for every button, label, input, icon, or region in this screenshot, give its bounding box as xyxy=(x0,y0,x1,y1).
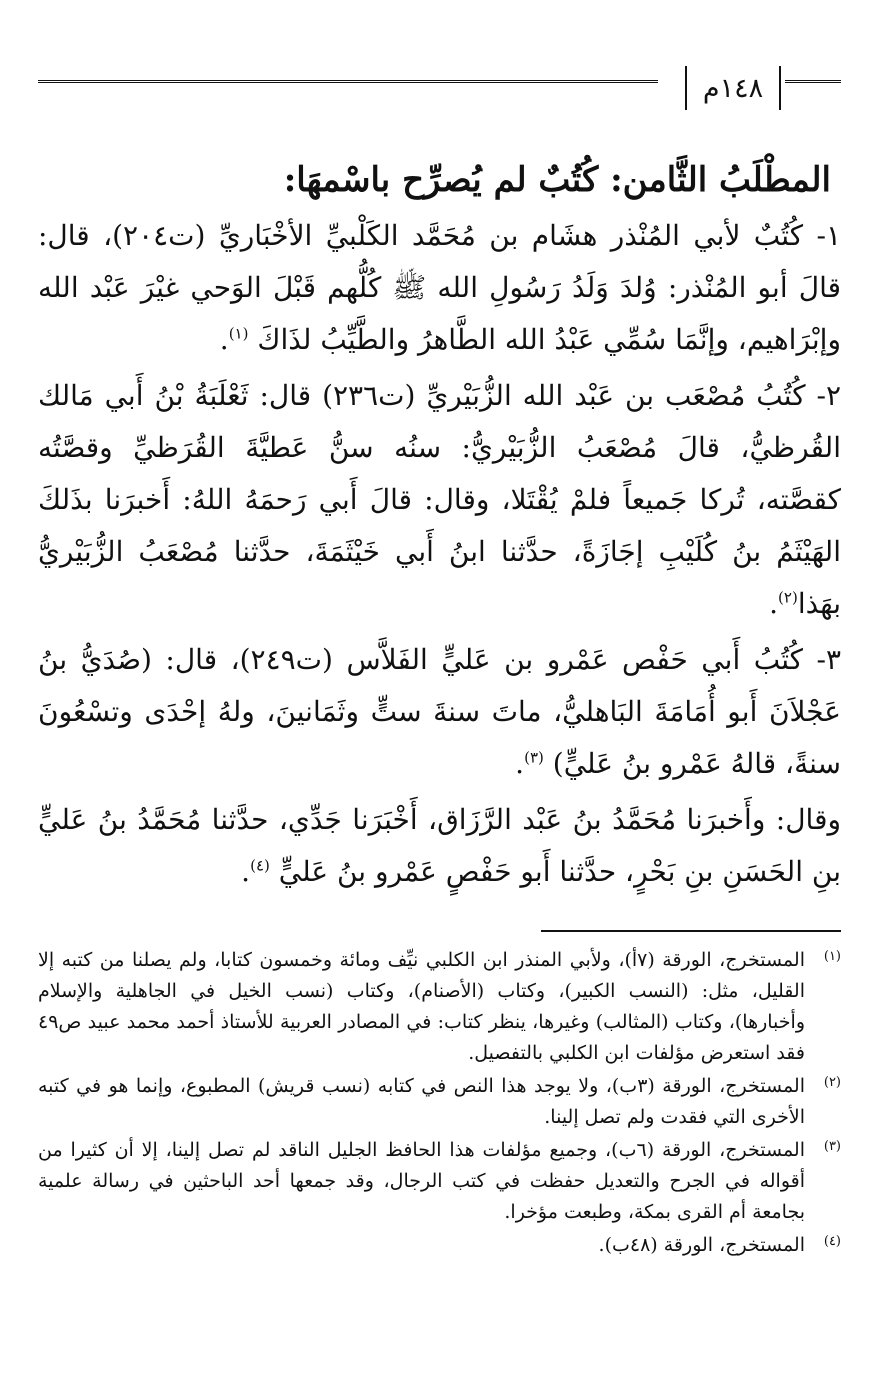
paragraph xyxy=(38,794,841,898)
footnote xyxy=(38,945,841,1069)
footnote-mark: (٢) xyxy=(823,1075,841,1090)
item-text: كُتُبٌ لأبي المُنْذر هشَام بن مُحَمَّد الكَلْبيِّ الأخْبَاريِّ (ت٢٠٤)، قال: قالَ أبو المُنْذر: وُلدَ وَلَدُ رَسُولِ الله ﷺ كُلُّهم قَبْلَ الوَحي غيْرَ عَبْد الله وإبْرَاهيم، وإنَّمَا سُمِّي عَبْدُ الله الطَّاهرُ والطَّيِّبُ لذَاكَ xyxy=(38,219,841,356)
section-title: المطْلَبُ الثَّامن: كُتُبٌ لم يُصرِّح باسْمهَا: xyxy=(283,160,831,200)
footnote xyxy=(38,1135,841,1228)
item-text: وقال: وأَخبرَنا مُحَمَّدُ بنُ عَبْد الرَّزَاق، أَخْبَرَنا جَدِّي، حدَّثنا مُحَمَّدُ بنُ عَليٍّ بنِ الحَسَنِ بنِ بَحْرٍ، حدَّثنا أَبو حَفْصٍ عَمْرو بنُ عَليٍّ xyxy=(38,803,841,888)
footnote-ref: (٣) xyxy=(524,748,544,767)
item-end: . xyxy=(241,855,251,888)
item-end: . xyxy=(515,747,525,780)
footnote-ref: (٤) xyxy=(250,856,270,875)
item-number: ٣- xyxy=(802,643,841,676)
footnote xyxy=(38,1071,841,1133)
item-end: . xyxy=(769,587,779,620)
list-item xyxy=(38,634,841,790)
footnote-separator xyxy=(541,930,841,932)
list-item xyxy=(38,210,841,366)
footnote xyxy=(38,1230,841,1261)
footnote-ref: (٢) xyxy=(778,588,798,607)
footnote-mark: (٤) xyxy=(823,1234,841,1249)
footnote-text: المستخرج، الورقة (٣ب)، ولا يوجد هذا النص في كتابه (نسب قريش) المطبوع، وإنما هو في كتبه الأخرى التي فقدت ولم تصل إلينا. xyxy=(38,1075,805,1128)
item-end: . xyxy=(219,323,229,356)
footnotes xyxy=(38,945,841,1263)
page-number: ١٤٨م xyxy=(685,66,781,110)
footnote-mark: (٣) xyxy=(823,1139,841,1154)
item-text: كُتُبُ أَبي حَفْص عَمْرو بن عَليٍّ الفَلاَّس (ت٢٤٩)، قال: (صُدَيُّ بنُ عَجْلاَنَ أَبو أُمَامَةَ البَاهليُّ، ماتَ سنةَ ستٍّ وثَمَانينَ، ولهُ إحْدَى وتسْعُونَ سنةً، قالهُ عَمْرو بنُ عَليٍّ) xyxy=(38,643,841,780)
header-rule-right xyxy=(785,80,841,83)
footnote-ref: (١) xyxy=(228,324,249,343)
item-text: كُتُبُ مُصْعَب بن عَبْد الله الزُّبَيْريِّ (ت٢٣٦) قال: ثَعْلَبَةُ بْنُ أَبي مَالك القُرظيُّ، قالَ مُصْعَبُ الزُّبَيْريُّ: سنُه سنُّ عَطيَّةَ القُرَظيِّ وقصَّتُه كقصَّته، تُركا جَميعاً فلمْ يُقْتَلا، وقال: قالَ أَبي رَحمَهُ اللهُ: أَخبرَنا بذَلكَ الهَيْثَمُ بنُ كُلَيْبِ إجَازَةً، حدَّثنا ابنُ أَبي خَيْثَمَةَ، حدَّثنا مُصْعَبُ الزُّبَيْريُّ بهَذا xyxy=(38,379,841,620)
main-text xyxy=(38,150,841,902)
footnote-mark: (١) xyxy=(823,949,841,964)
footnote-text: المستخرج، الورقة (٤٨ب). xyxy=(598,1234,805,1256)
footnote-text: المستخرج، الورقة (٧أ)، ولأبي المنذر ابن الكلبي نيِّف ومائة وخمسون كتابا، ولم يصلنا من كتبه إلا القليل، مثل: (النسب الكبير)، وكتاب (الأصنام)، وكتاب (نسب الخيل في الجاهلية والإسلام وأخبارها)، وكتاب (المثالب) وغيرها، ينظر كتاب: في المصادر العربية للأستاذ أحمد محمد عبيد ص٤٩ فقد استعرض مؤلفات ابن الكلبي بالتفصيل. xyxy=(38,949,805,1064)
item-number: ١- xyxy=(803,219,841,252)
list-item xyxy=(38,370,841,630)
page-header xyxy=(38,66,841,110)
header-rule-left xyxy=(38,80,658,83)
footnote-text: المستخرج، الورقة (٦ب)، وجميع مؤلفات هذا الحافظ الجليل الناقد لم تصل إلينا، إلا أن كثيرا من أقواله في الجرح والتعديل حفظت في كتب الرجال، وقد جمعها أحد الباحثين في رسالة علمية بجامعة أم القرى بمكة، وطبعت مؤخرا. xyxy=(38,1139,805,1223)
item-number: ٢- xyxy=(805,379,841,412)
